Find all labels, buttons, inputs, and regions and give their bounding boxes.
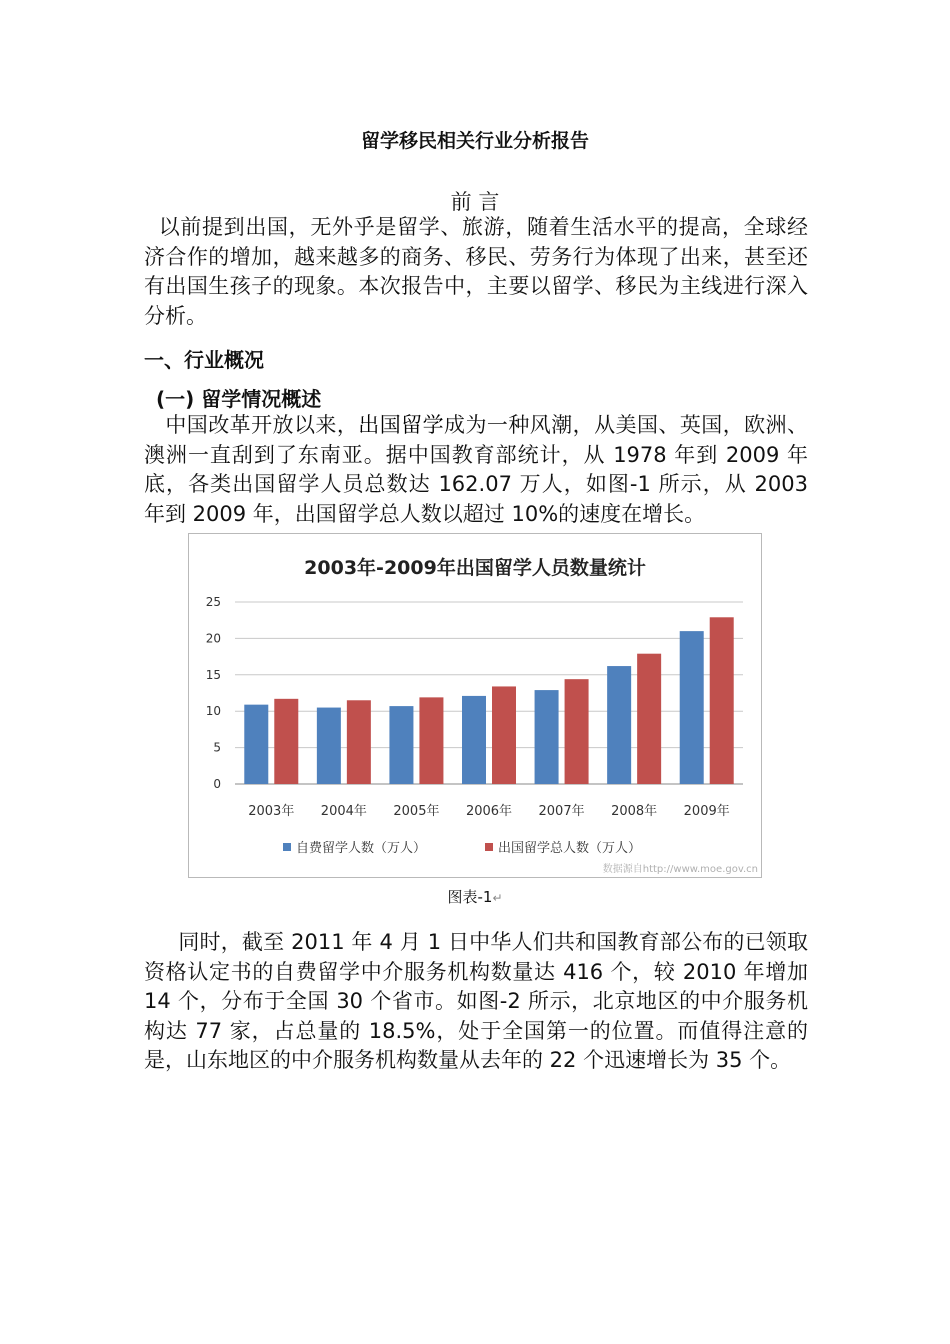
y-tick-label-25: 25 xyxy=(205,595,221,609)
figure-caption xyxy=(0,886,950,907)
bar-self-funded-4 xyxy=(535,690,559,784)
x-tick-label-0: 2003年 xyxy=(248,804,295,819)
bar-self-funded-3 xyxy=(462,696,486,784)
legend-label-1: 出国留学总人数（万人） xyxy=(498,841,642,856)
y-tick-label-15: 15 xyxy=(205,667,221,682)
x-tick-label-2: 2005年 xyxy=(393,804,440,819)
bar-self-funded-0 xyxy=(244,705,268,784)
x-tick-label-6: 2009年 xyxy=(683,804,730,819)
report-title: 留学移民相关行业分析报告 xyxy=(360,130,589,152)
x-tick-label-4: 2007年 xyxy=(538,804,585,819)
bar-self-funded-1 xyxy=(317,708,341,784)
y-tick-label-0: 0 xyxy=(213,777,221,791)
bar-self-funded-5 xyxy=(607,666,631,784)
preface-text: 以前提到出国，无外乎是留学、旅游，随着生活水平的提高，全球经济合作的增加，越来越多的商务、移民、劳务行为体现了出来，甚至还有出国生孩子的现象。本次报告中，主要以留学、移民为主线进行深入分析。 xyxy=(144,215,808,328)
bar-self-funded-6 xyxy=(680,631,704,784)
y-tick-label-20: 20 xyxy=(205,631,221,646)
bar-total-4 xyxy=(565,679,589,784)
bar-total-0 xyxy=(274,699,298,784)
chart-figure-1 xyxy=(188,533,762,878)
figure-caption-text: 图表-1 xyxy=(447,888,493,906)
bar-total-2 xyxy=(419,697,443,784)
para2-after: 成为一种风潮，从美国、英国，欧洲、澳洲一直刮到了东南亚。据中国教育部统计，从 1978 年到 2009 年底，各类出国留学人员总数达 162.07 万人，如图-1 所示，从 2003 年到 2009 年，出国留学总人数以超过 10%的速度在增长。 xyxy=(144,413,809,526)
source-note: 数据源自http://www.moe.gov.cn xyxy=(602,864,758,875)
bar-chart xyxy=(189,534,761,877)
bar-total-1 xyxy=(347,700,371,784)
legend-label-0: 自费留学人数（万人） xyxy=(296,841,427,856)
agency-paragraph xyxy=(144,928,808,1076)
para3-text: 同时，截至 2011 年 4 月 1 日中华人们共和国教育部公布的已领取资格认定书的自费留学中介服务机构数量达 416 个，较 2010 年增加 14 个，分布于全国 30 个省市。如图-2 所示，北京地区的中介服务机构达 77 家，占总量的 18.5%，处于全国第一的位置。而值得注意的是，山东地区的中介服务机构数量从去年的 22 个迅速增长为 35 个。 xyxy=(144,930,808,1072)
section-heading-industry-overview: 一、行业概况 xyxy=(144,348,264,372)
legend-swatch-1 xyxy=(485,843,493,851)
x-tick-label-3: 2006年 xyxy=(465,804,513,819)
paragraph-mark-icon: ↵ xyxy=(492,891,503,905)
preface-paragraph xyxy=(144,213,808,331)
study-abroad-paragraph xyxy=(144,411,808,529)
legend-swatch-0 xyxy=(283,843,291,851)
para2-before: 中国改革开放以来， xyxy=(165,413,359,437)
bar-total-3 xyxy=(492,686,516,784)
bar-total-5 xyxy=(637,654,661,784)
bar-self-funded-2 xyxy=(389,706,413,784)
chart-title: 2003年-2009年出国留学人员数量统计 xyxy=(304,557,646,579)
study-abroad-link[interactable]: 出国留学 xyxy=(358,413,445,437)
x-tick-label-1: 2004年 xyxy=(320,804,367,819)
subsection-heading-study-abroad: (一) 留学情况概述 xyxy=(156,387,322,411)
y-tick-label-5: 5 xyxy=(213,740,221,755)
bar-total-6 xyxy=(710,617,734,784)
y-tick-label-10: 10 xyxy=(205,704,221,719)
x-tick-label-5: 2008年 xyxy=(611,804,658,819)
preface-heading: 前 言 xyxy=(450,190,500,214)
